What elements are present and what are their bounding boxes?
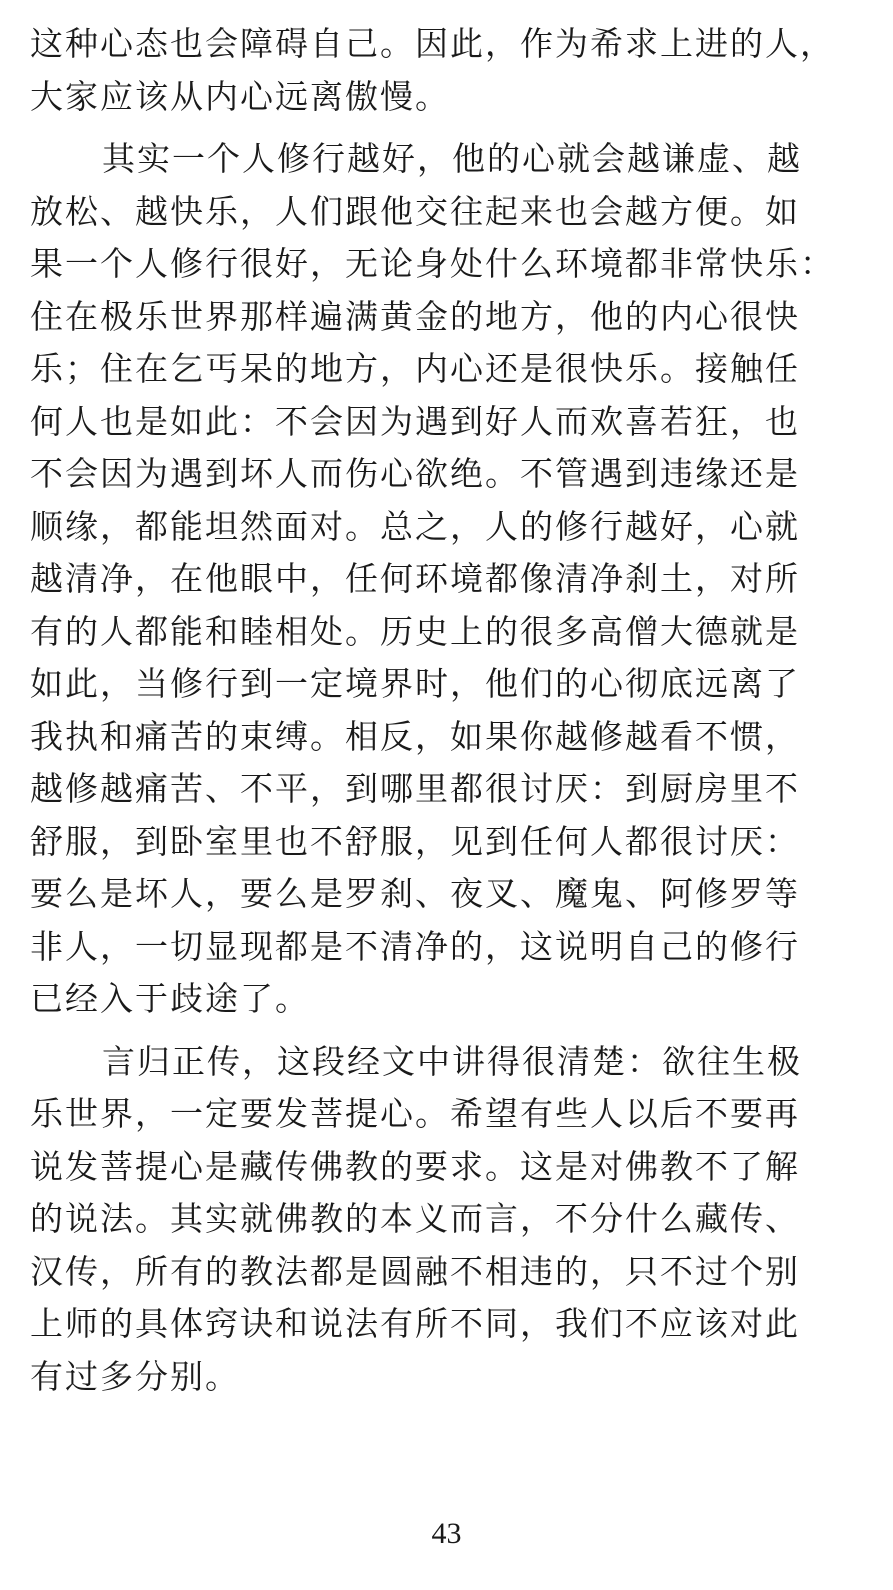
text-line: 其实一个人修行越好，他的心就会越谦虚、越 (102, 139, 802, 178)
text-line: 越清净，在他眼中，任何环境都像清净刹土，对所 (30, 559, 800, 598)
paragraph-3 (30, 1036, 870, 1404)
text-line: 有的人都能和睦相处。历史上的很多高僧大德就是 (30, 611, 800, 651)
text-line: 有过多分别。 (30, 1356, 240, 1396)
text-line: 放松、越快乐，人们跟他交往起来也会越方便。如 (30, 191, 800, 231)
text-line: 果一个人修行很好，无论身处什么环境都非常快乐： (30, 244, 835, 283)
text-line: 我执和痛苦的束缚。相反，如果你越修越看不惯， (30, 716, 800, 756)
text-line: 乐；住在乞丐呆的地方，内心还是很快乐。接触任 (30, 349, 800, 388)
text-line: 汉传，所有的教法都是圆融不相违的，只不过个别 (30, 1251, 800, 1291)
text-line: 说发菩提心是藏传佛教的要求。这是对佛教不了解 (30, 1146, 800, 1186)
text-line: 越修越痛苦、不平，到哪里都很讨厌：到厨房里不 (30, 769, 800, 808)
text-line: 顺缘，都能坦然面对。总之，人的修行越好，心就 (30, 506, 800, 546)
text-line: 上师的具体窍诀和说法有所不同，我们不应该对此 (30, 1304, 800, 1343)
text-line: 如此，当修行到一定境界时，他们的心彻底远离了 (30, 664, 800, 703)
text-line: 要么是坏人，要么是罗刹、夜叉、魔鬼、阿修罗等 (30, 874, 800, 913)
page-body (30, 18, 870, 1403)
text-line: 言归正传，这段经文中讲得很清楚：欲往生极 (102, 1041, 802, 1081)
text-line: 大家应该从内心远离傲慢。 (30, 76, 450, 116)
text-line: 不会因为遇到坏人而伤心欲绝。不管遇到违缘还是 (30, 454, 800, 493)
paragraph-2 (30, 133, 870, 1026)
page-number: 43 (431, 1517, 462, 1550)
text-line: 的说法。其实就佛教的本义而言，不分什么藏传、 (30, 1199, 800, 1238)
paragraph-1 (30, 18, 870, 123)
text-line: 住在极乐世界那样遍满黄金的地方，他的内心很快 (30, 296, 800, 336)
text-line: 何人也是如此：不会因为遇到好人而欢喜若狂，也 (30, 401, 800, 441)
text-line: 舒服，到卧室里也不舒服，见到任何人都很讨厌： (30, 821, 800, 861)
text-line: 这种心态也会障碍自己。因此，作为希求上进的人， (30, 24, 835, 63)
text-line: 非人，一切显现都是不清净的，这说明自己的修行 (30, 926, 800, 966)
text-line: 已经入于歧途了。 (30, 979, 310, 1018)
text-line: 乐世界，一定要发菩提心。希望有些人以后不要再 (30, 1094, 800, 1133)
